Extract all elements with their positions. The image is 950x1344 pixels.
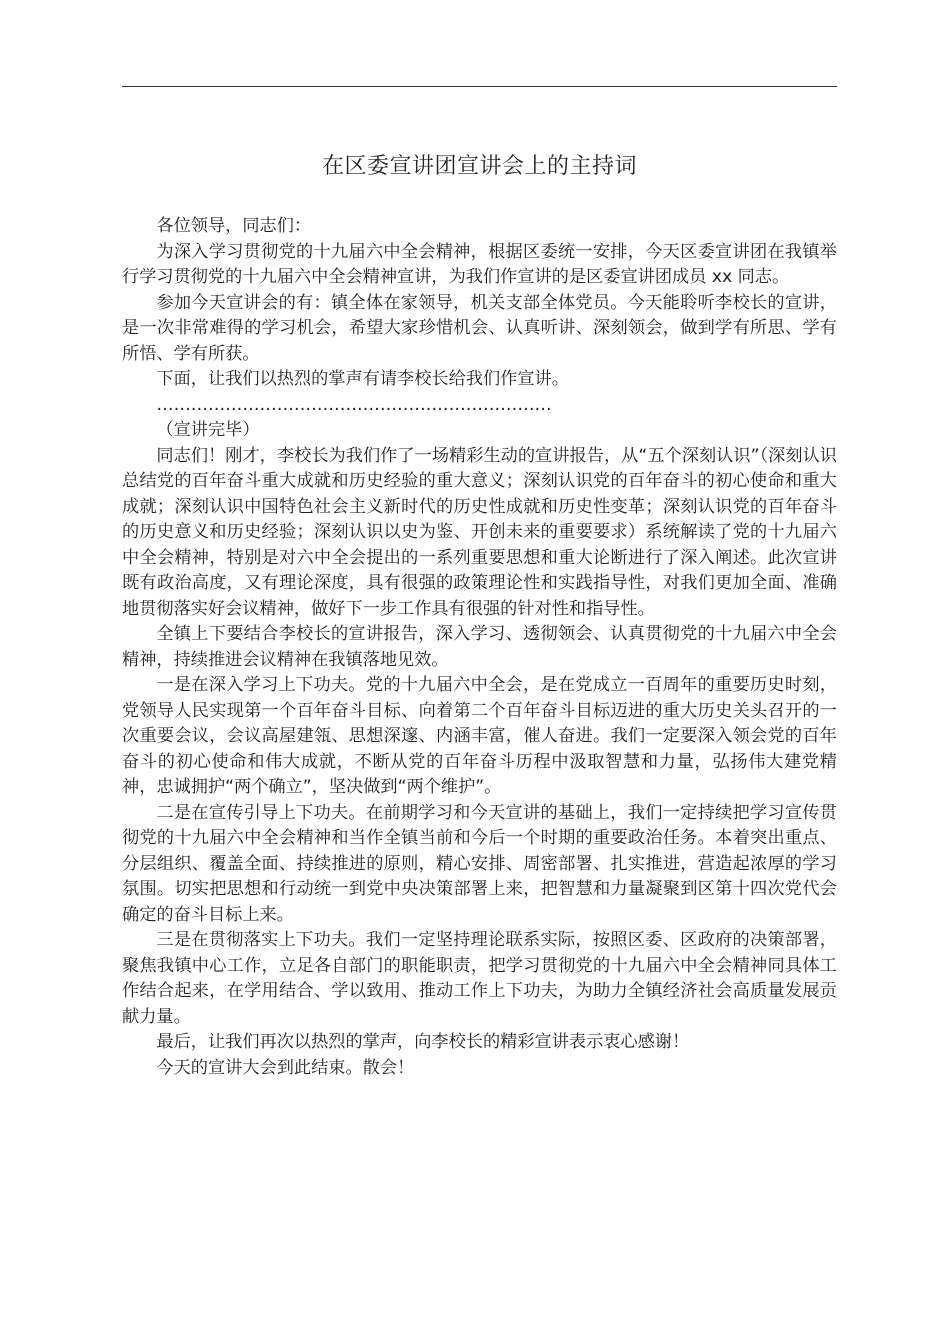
paragraph: 为深入学习贯彻党的十九届六中全会精神，根据区委统一安排，今天区委宣讲团在我镇举行学习贯彻党的十九届六中全会精神宣讲，为我们作宣讲的是区委宣讲团成员 xx 同志。 xyxy=(122,241,837,287)
paragraph: 最后，让我们再次以热烈的掌声，向李校长的精彩宣讲表示衷心感谢！ xyxy=(156,1032,690,1052)
paragraph: 同志们！刚才，李校长为我们作了一场精彩生动的宣讲报告，从“五个深刻认识”（深刻认识总结党的百年奋斗重大成就和历史经验的重大意义；深刻认识党的百年奋斗的初心使命和重大成就；深刻认识中国特色社会主义新时代的历史性成就和历史性变革；深刻认识党的百年奋斗的历史意义和历史经验；深刻认识以史为鉴、开创未来的重要要求）系统解读了党的十九届六中全会精神，特别是对六中全会提出的一系列重要思想和重大论断进行了深入阐述。此次宣讲既有政治高度，又有理论深度，具有很强的政策理论性和实践指导性，对我们更加全面、准确地贯彻落实好会议精神，做好下一步工作具有很强的针对性和指导性。 xyxy=(122,445,837,619)
paragraph: 全镇上下要结合李校长的宣讲报告，深入学习、透彻领会、认真贯彻党的十九届六中全会精神，持续推进会议精神在我镇落地见效。 xyxy=(122,624,837,670)
paragraph: 一是在深入学习上下功夫。党的十九届六中全会，是在党成立一百周年的重要历史时刻，党领导人民实现第一个百年奋斗目标、向着第二个百年奋斗目标迈进的重大历史关头召开的一次重要会议，会议高屋建瓴、思想深邃、内涵丰富，催人奋进。我们一定要深入领会党的百年奋斗的初心使命和伟大成就，不断从党的百年奋斗历程中汲取智慧和力量，弘扬伟大建党精神，忠诚拥护“两个确立”，坚决做到“两个维护”。 xyxy=(122,675,837,797)
paragraph-salutation: 各位领导，同志们： xyxy=(156,216,312,236)
document-body xyxy=(122,214,837,1081)
paragraph: 二是在宣传引导上下功夫。在前期学习和今天宣讲的基础上，我们一定持续把学习宣传贯彻党的十九届六中全会精神和当作全镇当前和今后一个时期的重要政治任务。本着突出重点、分层组织、覆盖全面、持续推进的原则，精心安排、周密部署、扎实推进，营造起浓厚的学习氛围。切实把思想和行动统一到党中央决策部署上来，把智慧和力量凝聚到区第十四次党代会确定的奋斗目标上来。 xyxy=(122,802,837,925)
paragraph: 参加今天宣讲会的有：镇全体在家领导，机关支部全体党员。今天能聆听李校长的宣讲，是一次非常难得的学习机会，希望大家珍惜机会、认真听讲、深刻领会，做到学有所思、学有所悟、学有所获。 xyxy=(122,292,837,364)
paragraph-note: （宣讲完毕） xyxy=(156,420,260,440)
paragraph: 三是在贯彻落实上下功夫。我们一定坚持理论联系实际，按照区委、区政府的决策部署，聚焦我镇中心工作，立足各自部门的职能职责，把学习贯彻党的十九届六中全会精神同具体工作结合起来，在学用结合、学以致用、推动工作上下功夫，为助力全镇经济社会高质量发展贡献力量。 xyxy=(122,930,837,1027)
paragraph-closing: 今天的宣讲大会到此结束。散会！ xyxy=(156,1057,415,1078)
document-title: 在区委宣讲团宣讲会上的主持词 xyxy=(321,154,637,179)
header-rule xyxy=(122,86,837,87)
dotted-separator: …………………………………………………………… xyxy=(156,394,552,415)
paragraph: 下面，让我们以热烈的掌声有请李校长给我们作宣讲。 xyxy=(156,369,569,389)
